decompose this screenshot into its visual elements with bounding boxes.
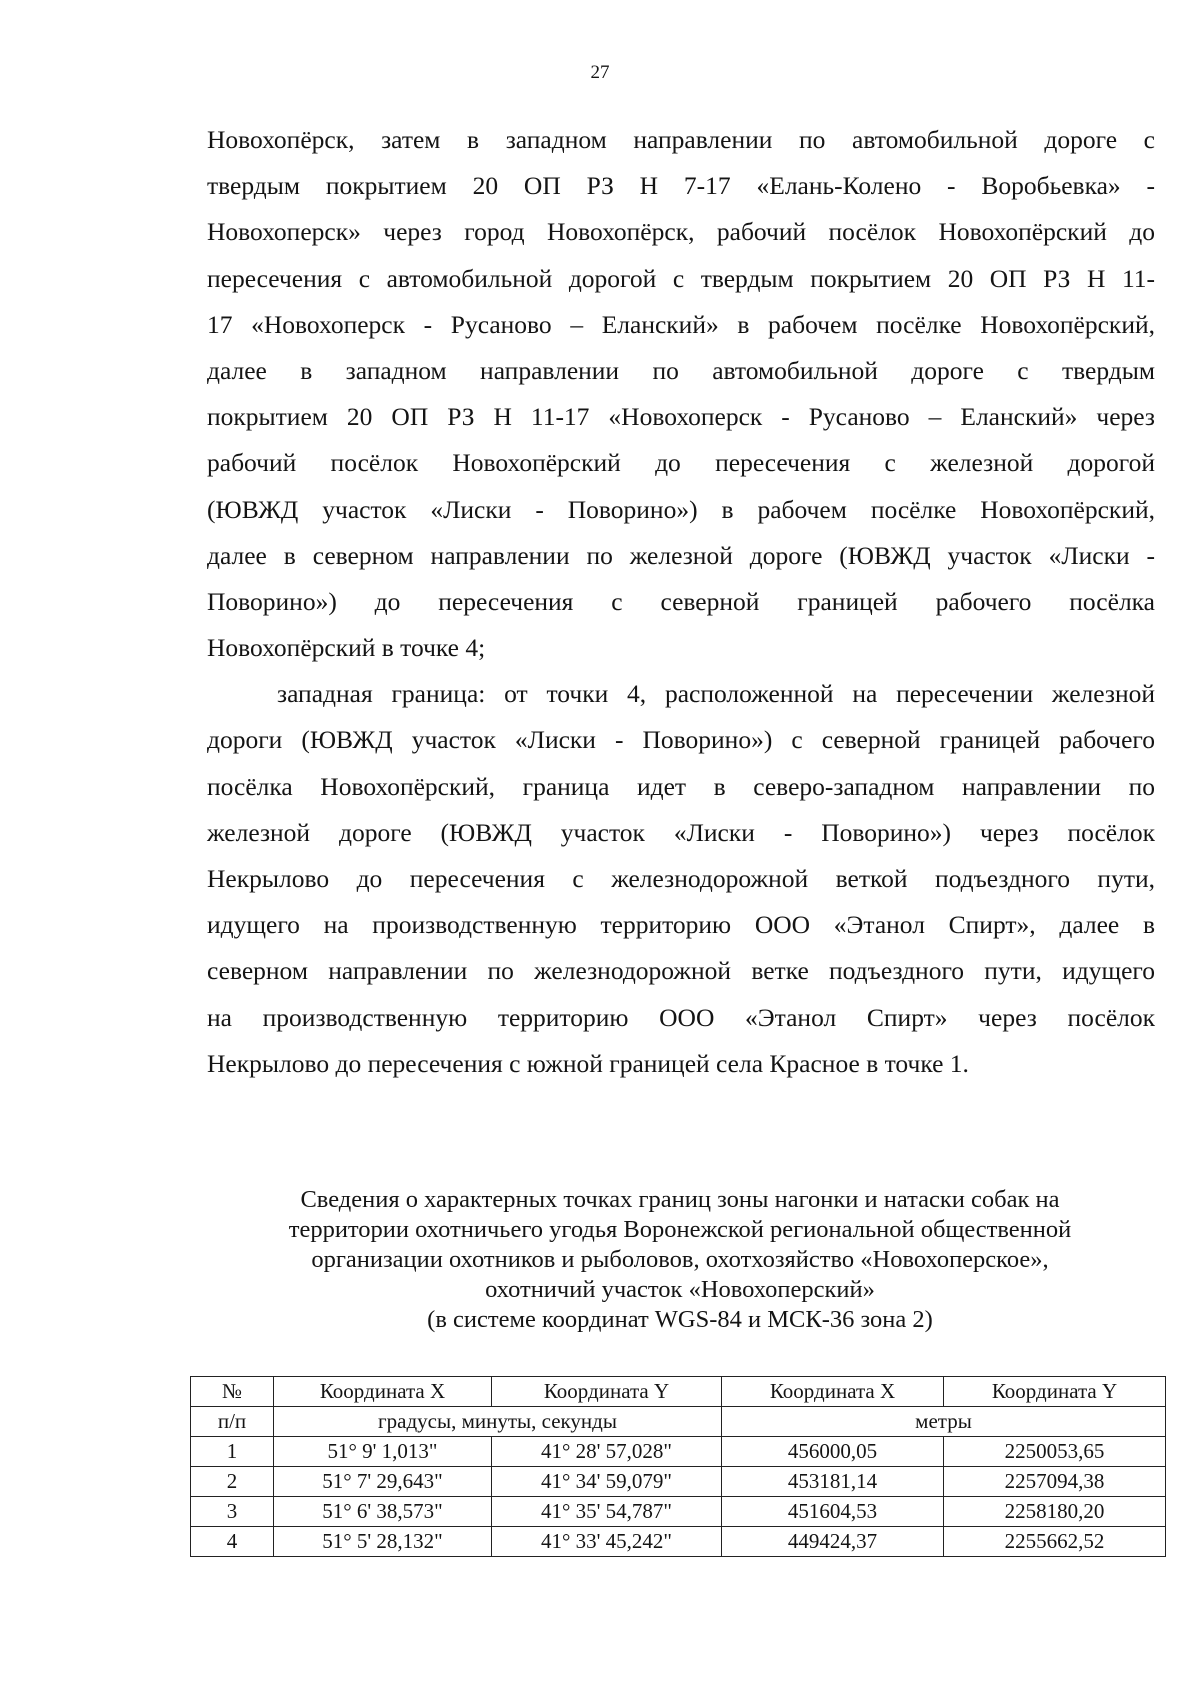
unit-meters: метры bbox=[722, 1407, 1166, 1437]
header-number-bottom: п/п bbox=[191, 1407, 274, 1437]
header-coordinate-x-dms: Координата X bbox=[274, 1377, 492, 1407]
text-line: западная граница: от точки 4, расположенной на пересечении железной bbox=[277, 679, 1155, 709]
table-title-line: охотничий участок «Новохоперский» bbox=[485, 1276, 875, 1303]
cell-point-number: 2 bbox=[191, 1467, 274, 1497]
cell-y-dms: 41° 28' 57,028" bbox=[492, 1437, 722, 1467]
text-line: северном направлении по железнодорожной ветке подъездного пути, идущего bbox=[207, 956, 1155, 986]
text-line: Новохопёрский в точке 4; bbox=[207, 633, 486, 663]
cell-x-dms: 51° 7' 29,643" bbox=[274, 1467, 492, 1497]
text-line: далее в северном направлении по железной дороге (ЮВЖД участок «Лиски - bbox=[207, 540, 1155, 570]
text-line: посёлка Новохопёрский, граница идет в северо-западном направлении по bbox=[207, 771, 1155, 801]
cell-x-meters: 449424,37 bbox=[722, 1527, 944, 1557]
table-title bbox=[170, 1185, 1190, 1335]
text-line: Поворино») до пересечения с северной границей рабочего посёлка bbox=[207, 586, 1155, 616]
cell-point-number: 3 bbox=[191, 1497, 274, 1527]
coordinates-table bbox=[190, 1376, 1166, 1557]
header-number-top: № bbox=[191, 1377, 274, 1407]
text-line: далее в западном направлении по автомобильной дороге с твердым bbox=[207, 355, 1155, 385]
table-header-row bbox=[191, 1377, 1166, 1407]
cell-x-dms: 51° 5' 28,132" bbox=[274, 1527, 492, 1557]
text-line: покрытием 20 ОП РЗ Н 11-17 «Новохоперск - Русаново – Еланский» через bbox=[207, 402, 1155, 432]
text-line: железной дороге (ЮВЖД участок «Лиски - Поворино») через посёлок bbox=[207, 817, 1155, 847]
cell-x-dms: 51° 9' 1,013" bbox=[274, 1437, 492, 1467]
text-line: Новохоперск» через город Новохопёрск, рабочий посёлок Новохопёрский до bbox=[207, 217, 1155, 247]
paragraph-eastern-southern-border bbox=[207, 117, 1155, 671]
text-line: (ЮВЖД участок «Лиски - Поворино») в рабочем посёлке Новохопёрский, bbox=[207, 494, 1155, 524]
cell-y-meters: 2257094,38 bbox=[944, 1467, 1166, 1497]
unit-degrees-minutes-seconds: градусы, минуты, секунды bbox=[274, 1407, 722, 1437]
text-line: Новохопёрск, затем в западном направлении по автомобильной дороге с bbox=[207, 125, 1155, 154]
text-line: идущего на производственную территорию ООО «Этанол Спирт», далее в bbox=[207, 910, 1155, 940]
text-line: 17 «Новохоперск - Русаново – Еланский» в рабочем посёлке Новохопёрский, bbox=[207, 309, 1155, 339]
text-line: пересечения с автомобильной дорогой с твердым покрытием 20 ОП РЗ Н 11- bbox=[207, 263, 1155, 293]
table-row bbox=[191, 1497, 1166, 1527]
table-unit-row bbox=[191, 1407, 1166, 1437]
cell-point-number: 1 bbox=[191, 1437, 274, 1467]
cell-y-dms: 41° 34' 59,079" bbox=[492, 1467, 722, 1497]
page-number: 27 bbox=[590, 62, 610, 83]
text-line: твердым покрытием 20 ОП РЗ Н 7-17 «Елань-Колено - Воробьевка» - bbox=[207, 171, 1155, 201]
cell-y-dms: 41° 35' 54,787" bbox=[492, 1497, 722, 1527]
cell-y-meters: 2258180,20 bbox=[944, 1497, 1166, 1527]
cell-x-meters: 456000,05 bbox=[722, 1437, 944, 1467]
cell-x-meters: 451604,53 bbox=[722, 1497, 944, 1527]
cell-x-meters: 453181,14 bbox=[722, 1467, 944, 1497]
cell-y-dms: 41° 33' 45,242" bbox=[492, 1527, 722, 1557]
table-row bbox=[191, 1437, 1166, 1467]
cell-y-meters: 2250053,65 bbox=[944, 1437, 1166, 1467]
text-line: на производственную территорию ООО «Этанол Спирт» через посёлок bbox=[207, 1002, 1155, 1032]
text-line: Некрылово до пересечения с южной границей села Красное в точке 1. bbox=[207, 1048, 969, 1078]
table-title-line: организации охотников и рыболовов, охотхозяйство «Новохоперское», bbox=[311, 1246, 1049, 1273]
cell-point-number: 4 bbox=[191, 1527, 274, 1557]
header-coordinate-y-dms: Координата Y bbox=[492, 1377, 722, 1407]
cell-y-meters: 2255662,52 bbox=[944, 1527, 1166, 1557]
paragraph-western-border bbox=[207, 671, 1155, 1087]
header-coordinate-x-meters: Координата X bbox=[722, 1377, 944, 1407]
table-title-line: территории охотничьего угодья Воронежской региональной общественной bbox=[288, 1216, 1072, 1243]
table-title-line: (в системе координат WGS-84 и МСК-36 зона 2) bbox=[427, 1306, 933, 1333]
text-line: дороги (ЮВЖД участок «Лиски - Поворино») с северной границей рабочего bbox=[207, 725, 1155, 755]
table-row bbox=[191, 1527, 1166, 1557]
table-title-line: Сведения о характерных точках границ зоны нагонки и натаски собак на bbox=[300, 1186, 1060, 1213]
text-line: Некрылово до пересечения с железнодорожной веткой подъездного пути, bbox=[207, 864, 1155, 893]
cell-x-dms: 51° 6' 38,573" bbox=[274, 1497, 492, 1527]
text-line: рабочий посёлок Новохопёрский до пересечения с железной дорогой bbox=[207, 448, 1155, 478]
header-coordinate-y-meters: Координата Y bbox=[944, 1377, 1166, 1407]
body-text bbox=[207, 117, 1155, 1087]
table-row bbox=[191, 1467, 1166, 1497]
